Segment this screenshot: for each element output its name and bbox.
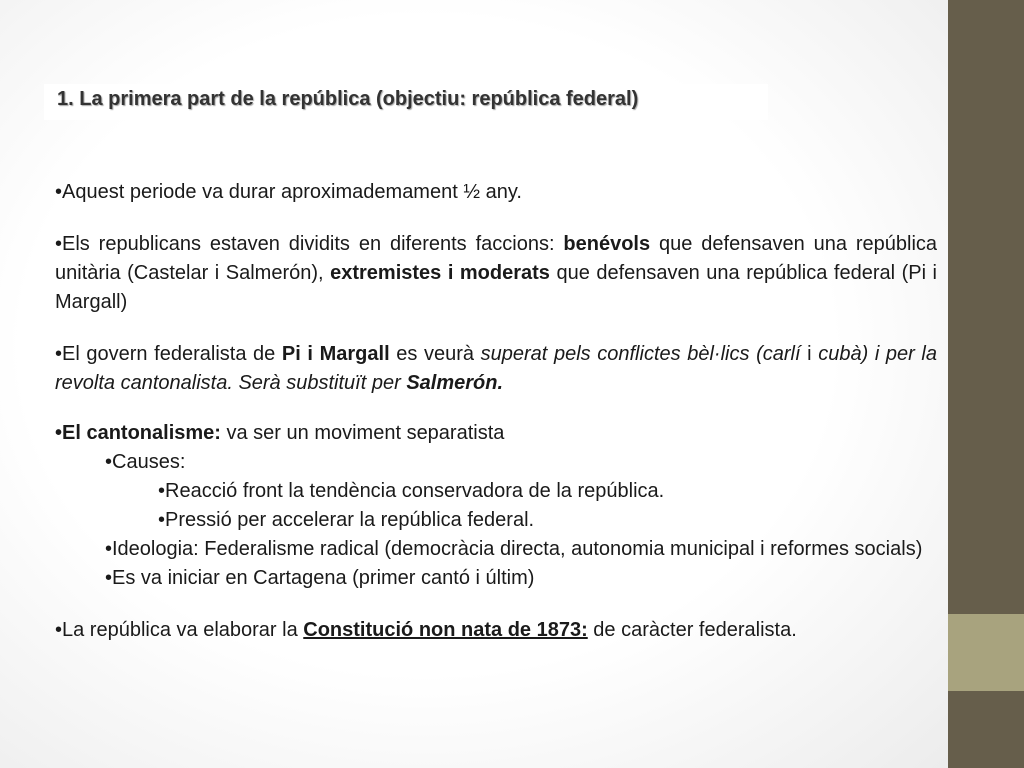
sidebar-band-accent <box>948 614 1024 691</box>
bullet-duration: •Aquest periode va durar aproximademament ½ any. <box>55 181 522 203</box>
slide-body <box>55 178 937 645</box>
sub-bullet-ideology: •Ideologia: Federalisme radical (democràcia directa, autonomia municipal i reformes socials) <box>105 538 923 560</box>
bullet-cantonalism: •El cantonalisme: va ser un moviment separatista <box>55 422 505 444</box>
bullet-government: •El govern federalista de Pi i Margall es veurà superat pels conflictes bèl·lics (carlí i cubà) i per la revolta cantonalista. Serà substituït per Salmerón. <box>55 343 937 394</box>
sidebar-band-top <box>948 0 1024 614</box>
bullet-factions: •Els republicans estaven dividits en diferents faccions: benévols que defensaven una república unitària (Castelar i Salmerón), extremistes i moderats que defensaven una república federal (Pi i Margall) <box>55 233 938 313</box>
sidebar-band-bottom <box>948 691 1024 768</box>
cause-item: •Pressió per accelerar la república federal. <box>158 509 535 531</box>
cause-item: •Reacció front la tendència conservadora de la república. <box>158 480 665 502</box>
sub-bullet-origin: •Es va iniciar en Cartagena (primer cantó i últim) <box>105 567 535 589</box>
sub-bullet-causes: •Causes: <box>105 451 186 473</box>
slide-title: 1. La primera part de la república (objectiu: república federal) <box>57 88 639 110</box>
bullet-constitution: •La república va elaborar la Constitució non nata de 1873: de caràcter federalista. <box>55 619 797 641</box>
